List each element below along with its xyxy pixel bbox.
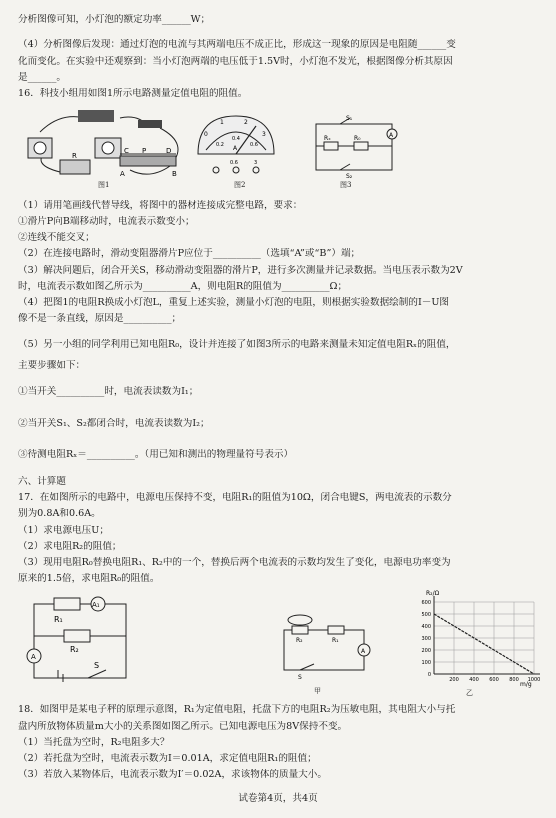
question-17-title: 17．在如图所示的电路中，电源电压保持不变，电阻R₁的阻值为10Ω，闭合电键S，两电流表的示数分 (18, 492, 452, 503)
rheostat-label-p: P (142, 147, 147, 155)
rx-label: Rₓ (324, 135, 331, 142)
text-line: 时，电流表示数如图乙所示为__________A，则电阻R的阻值为__________Ω； (18, 281, 348, 292)
x-tick-label: 400 (469, 677, 479, 683)
terminal-3: 3 (254, 160, 258, 166)
text-line: （4）把图1的电阻R换成小灯泡L，重复上述实验，测量小灯泡的电阻，则根据实验数据绘制的I－U图 (18, 297, 450, 308)
page-footer: 试卷第4页，共4页 (238, 793, 318, 804)
text-line: 化而变化。在实验中还观察到：当小灯泡两端的电压低于1.5V时，小灯泡不发光，根据图像分析其原因 (18, 56, 453, 67)
text-line: （2）若托盘为空时，电流表示数为I＝0.01A，求定值电阻R₁的阻值； (18, 753, 317, 764)
text-line: （5）另一小组的同学利用已知电阻R₀，设计并连接了如图3所示的电路来测量未知定值电阻Rₓ的阻值， (18, 339, 456, 350)
y-tick-label: 600 (421, 600, 431, 606)
question-18-title: 18．如图甲是某电子秤的原理示意图，R₁为定值电阻，托盘下方的电阻R₂为压敏电阻，其电阻大小与托 (18, 704, 456, 715)
x-tick-label: 600 (489, 677, 499, 683)
meter-tick-2: 2 (244, 119, 248, 126)
text-line: 分析图像可知，小灯泡的额定功率______W； (18, 14, 211, 25)
meter-sub-02: 0.2 (216, 142, 224, 148)
graph-x-ticks (449, 677, 540, 683)
rheostat-label-c: C (124, 147, 129, 155)
text-line: ①滑片P向B端移动时，电流表示数变小； (18, 216, 195, 227)
y-tick-label: 500 (421, 612, 431, 618)
text-line: （2）求电阻R₂的阻值； (18, 541, 122, 552)
y-tick-label: 400 (421, 624, 431, 630)
meter-tick-3: 3 (262, 131, 266, 138)
resistor-label-r: R (72, 152, 77, 160)
ammeter-label: A (389, 132, 394, 139)
x-tick-label: 1000 (527, 677, 541, 683)
graph-grid (434, 602, 534, 674)
question-16-title: 16．科技小组用如图1所示电路测量定值电阻的阻值。 (18, 88, 248, 99)
figure-2-ammeter (192, 110, 280, 182)
text-line: ②连线不能交叉； (18, 232, 95, 243)
text-line: （3）现用电阻R₀替换电阻R₁、R₂中的一个，替换后两个电流表的示数均发生了变化，电源电功率变为 (18, 557, 451, 568)
text-line: （1）求电源电压U； (18, 525, 109, 536)
figure-3-caption: 图3 (340, 181, 352, 189)
meter-unit: A (233, 145, 238, 152)
section-heading: 六、计算题 (18, 476, 66, 487)
text-line: （4）分析图像后发现：通过灯泡的电流与其两端电压不成正比，形成这一现象的原因是电阻随______变 (18, 39, 456, 50)
text-line: 主要步骤如下： (18, 360, 86, 371)
rheostat-label-d: D (166, 147, 172, 155)
yi-caption: 乙 (466, 689, 473, 697)
text-line: 原来的1.5倍，求电阻R₀的阻值。 (18, 573, 160, 584)
q17-a1-label: A₁ (92, 601, 100, 609)
q17-r2-label: R₂ (70, 645, 79, 654)
question-17-circuit (18, 590, 138, 688)
rheostat-label-b: B (172, 170, 177, 178)
meter-sub-04: 0.4 (232, 136, 240, 142)
text-line: （1）当托盘为空时，R₂电阻多大？ (18, 737, 170, 748)
switch-s2-label: S₂ (346, 173, 353, 180)
text-line: ③待测电阻Rₓ＝__________。（用已知和测出的物理量符号表示） (18, 449, 294, 460)
figure-2-caption: 图2 (234, 181, 246, 189)
graph-x-label: m/g (520, 681, 532, 688)
q17-s-label: S (94, 661, 100, 670)
jia-caption: 甲 (314, 687, 321, 695)
figure-3-circuit (302, 112, 402, 180)
q17-r1-label: R₁ (54, 615, 63, 624)
graph-y-ticks (421, 600, 431, 678)
text-line: 是______。 (18, 72, 66, 83)
text-line: （3）若放入某物体后，电流表示数为I′＝0.02A，求该物体的质量大小。 (18, 769, 327, 780)
graph-y-label: R₂/Ω (426, 590, 440, 597)
jia-r2-label: R₂ (296, 637, 303, 644)
x-tick-label: 200 (449, 677, 459, 683)
meter-sub-06: 0.6 (250, 142, 258, 148)
meter-tick-0: 0 (204, 131, 208, 138)
jia-s-label: S (298, 674, 302, 681)
text-line: （1）请用笔画线代替导线，将图中的器材连接成完整电路，要求： (18, 200, 303, 211)
y-tick-label: 100 (421, 660, 431, 666)
jia-r1-label: R₁ (332, 637, 339, 644)
graph-series-line (434, 614, 534, 674)
rheostat-label-a: A (120, 170, 125, 178)
switch-s1-label: S₁ (346, 115, 353, 122)
text-line: ②当开关S₁、S₂都闭合时，电流表读数为I₂； (18, 418, 210, 429)
text-line: （3）解决问题后，闭合开关S，移动滑动变阻器的滑片P，进行多次测量并记录数据。当电压表示数为2V (18, 265, 463, 276)
question-18-jia-circuit (270, 612, 380, 682)
x-tick-label: 800 (509, 677, 519, 683)
figure-1-caption: 图1 (98, 181, 110, 189)
text-line: 像不是一条直线，原因是__________； (18, 313, 182, 324)
jia-a-label: A (361, 648, 366, 655)
text-line: ①当开关__________时，电流表读数为I₁； (18, 386, 199, 397)
q17-a-label: A (31, 653, 36, 661)
y-tick-label: 0 (427, 672, 431, 678)
y-tick-label: 200 (421, 648, 431, 654)
r0-label: R₀ (354, 135, 361, 142)
text-line: 别为0.8A和0.6A。 (18, 508, 101, 519)
meter-tick-1: 1 (220, 119, 224, 126)
figure-1-circuit (20, 104, 200, 186)
question-18-graph (400, 588, 544, 688)
y-tick-label: 300 (421, 636, 431, 642)
terminal-06: 0.6 (230, 160, 238, 166)
text-line: （2）在连接电路时，滑动变阻器滑片P应位于__________（选填“A”或“B”）端； (18, 248, 361, 259)
text-line: 盘内所放物体质量m大小的关系图如图乙所示。已知电源电压为8V保持不变。 (18, 721, 348, 732)
